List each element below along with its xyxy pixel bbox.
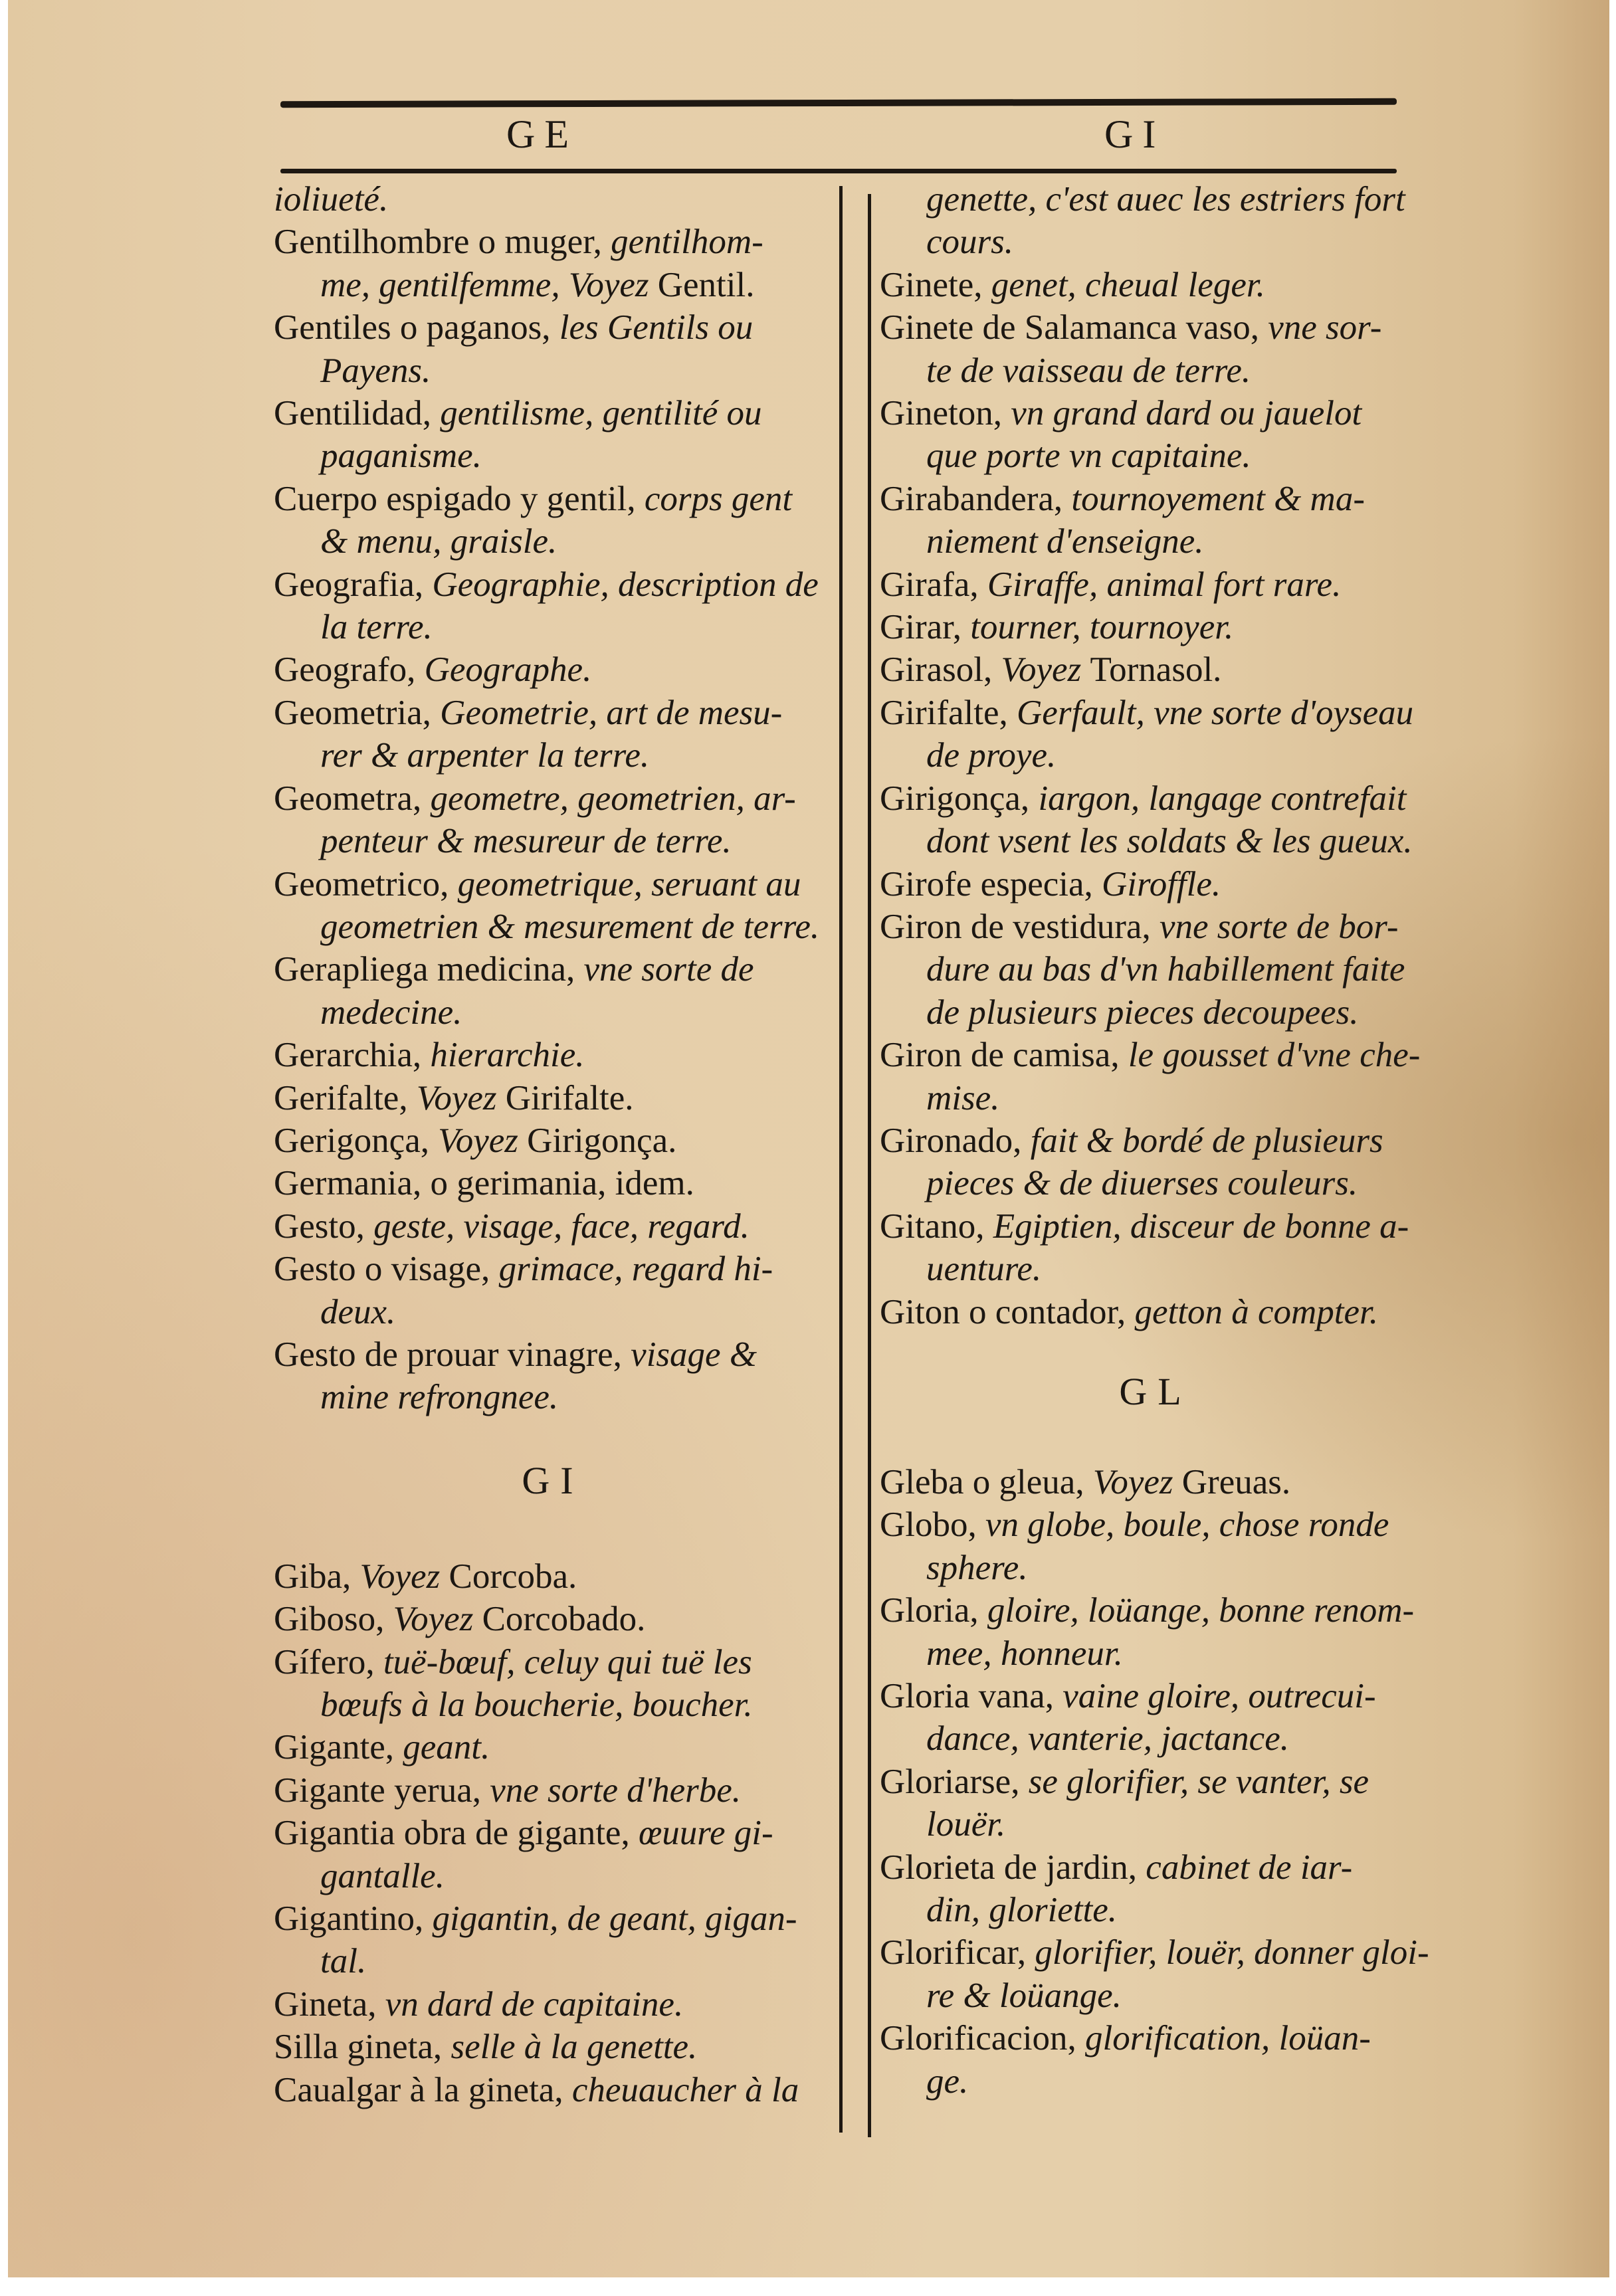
dictionary-entry	[880, 1461, 1431, 1503]
spanish-term: Girigonça.	[527, 1121, 677, 1160]
entry-line	[274, 1333, 832, 1376]
entry-line	[274, 1812, 832, 1854]
spanish-term: Girafa,	[880, 565, 987, 604]
spanish-term: Gentilhombre o muger,	[274, 223, 611, 262]
spanish-term: Gerifalte,	[274, 1078, 417, 1117]
french-gloss: Voyez	[416, 1078, 506, 1117]
entry-line	[880, 863, 1431, 906]
spanish-term: Ginete de Salamanca vaso,	[880, 308, 1268, 347]
french-gloss: vn grand dard ou jauelot	[1011, 394, 1362, 433]
french-gloss: geant.	[403, 1728, 490, 1767]
spanish-term: Gineta,	[274, 1984, 385, 2024]
entry-continuation-line	[274, 520, 832, 563]
french-gloss: les Gentils ou	[559, 308, 754, 347]
spanish-term: Gineton,	[880, 394, 1011, 433]
entry-continuation-line	[880, 1632, 1431, 1675]
dictionary-entry	[274, 1726, 832, 1769]
french-gloss: cours.	[926, 223, 1014, 262]
entry-line	[274, 1983, 832, 2026]
entry-continuation-line	[274, 1855, 832, 1897]
french-gloss: grimace, regard hi-	[498, 1250, 773, 1289]
entry-line	[274, 1769, 832, 1812]
entry-continuation-line	[274, 991, 832, 1034]
french-gloss: cheuaucher à la	[571, 2070, 799, 2109]
french-gloss: se glorifier, se vanter, se	[1028, 1762, 1369, 1801]
spanish-term: Tornasol.	[1090, 650, 1222, 690]
dictionary-entry	[880, 692, 1431, 777]
spanish-term: Glorificar,	[880, 1933, 1035, 1972]
spanish-term: Cuerpo espigado y gentil,	[274, 479, 645, 518]
french-gloss: din, gloriette.	[926, 1891, 1118, 1930]
french-gloss: louër.	[926, 1805, 1006, 1844]
spanish-term: Geografia,	[274, 565, 433, 604]
dictionary-entry	[274, 1162, 832, 1204]
entry-line	[880, 1675, 1431, 1717]
spanish-term: Gironado,	[880, 1121, 1031, 1160]
french-gloss: genette, c'est auec les estriers fort	[926, 180, 1405, 219]
french-gloss: le gousset d'vne che-	[1128, 1036, 1421, 1075]
spanish-term: Geometra,	[274, 779, 431, 818]
french-gloss: glorification, loüan-	[1085, 2019, 1371, 2058]
spanish-term: Girar,	[880, 608, 971, 647]
entry-continuation-line	[880, 349, 1431, 392]
entry-line	[880, 692, 1431, 734]
french-gloss: bœufs à la boucherie, boucher.	[320, 1685, 753, 1724]
spanish-term: Silla gineta,	[274, 2028, 451, 2067]
entry-line	[274, 478, 832, 520]
french-gloss: & menu, graisle.	[320, 522, 557, 561]
dictionary-entry	[880, 1291, 1431, 1333]
french-gloss: vne sorte d'herbe.	[490, 1770, 742, 1810]
entry-continuation-line	[880, 1717, 1431, 1760]
entry-continuation-line	[274, 906, 832, 948]
entry-line	[880, 478, 1431, 520]
french-gloss: gentilhom-	[611, 223, 763, 262]
dictionary-entry	[274, 1812, 832, 1897]
dictionary-entry	[274, 2026, 832, 2068]
entry-line	[880, 1291, 1431, 1333]
entry-continuation-line	[274, 1683, 832, 1726]
entry-line	[274, 948, 832, 991]
french-gloss: tournoyement & ma-	[1071, 479, 1365, 518]
dictionary-entry	[880, 648, 1431, 691]
dictionary-entry	[274, 1641, 832, 1727]
french-gloss: sphere.	[926, 1548, 1028, 1587]
french-gloss: te de vaisseau de terre.	[926, 351, 1251, 390]
entry-continuation-line	[274, 434, 832, 477]
french-gloss: niement d'enseigne.	[926, 522, 1204, 561]
dictionary-entry	[274, 306, 832, 392]
french-gloss: uenture.	[926, 1250, 1042, 1289]
spanish-term: Gerarchia,	[274, 1036, 431, 1075]
french-gloss: vn globe, boule, chose ronde	[985, 1505, 1389, 1545]
entry-line	[274, 648, 832, 691]
entry-line	[274, 1077, 832, 1119]
entry-line	[880, 1205, 1431, 1248]
dictionary-entry	[274, 1119, 832, 1162]
french-gloss: Voyez	[393, 1600, 482, 1639]
entry-line	[274, 2026, 832, 2068]
french-gloss: me, gentilfemme, Voyez	[320, 265, 658, 304]
entry-line	[274, 1119, 832, 1162]
spanish-term: Globo,	[880, 1505, 985, 1545]
dictionary-entry	[274, 1333, 832, 1419]
spanish-term: Gesto de prouar vinagre,	[274, 1335, 631, 1374]
french-gloss: pieces & de diuerses couleurs.	[926, 1164, 1358, 1203]
spanish-term: Girifalte.	[505, 1078, 634, 1117]
french-gloss: de proye.	[926, 736, 1057, 775]
entry-continuation-line	[880, 1077, 1431, 1119]
dictionary-entry	[274, 863, 832, 949]
french-gloss: gantalle.	[320, 1856, 445, 1895]
entry-continuation-line	[274, 264, 832, 306]
spanish-term: Gerapliega medicina,	[274, 950, 584, 989]
french-gloss: Payens.	[320, 351, 431, 390]
entry-line	[274, 1897, 832, 1940]
dictionary-entry	[274, 1555, 832, 1598]
french-gloss: la terre.	[320, 608, 433, 647]
entry-line	[880, 563, 1431, 606]
entry-continuation-line	[880, 734, 1431, 777]
entry-continuation-line	[880, 1547, 1431, 1589]
french-gloss: œuure gi-	[638, 1814, 773, 1853]
french-gloss: getton à compter.	[1134, 1292, 1379, 1331]
entry-line	[274, 1598, 832, 1640]
entry-continuation-line	[880, 1889, 1431, 1931]
french-gloss: medecine.	[320, 993, 462, 1032]
french-gloss: rer & arpenter la terre.	[320, 736, 650, 775]
dictionary-entry	[274, 1983, 832, 2026]
french-gloss: geometrique, seruant au	[457, 864, 801, 904]
entry-continuation-line	[880, 991, 1431, 1034]
dictionary-entry	[274, 221, 832, 306]
french-gloss: de plusieurs pieces decoupees.	[926, 993, 1359, 1032]
spanish-term: Glorieta de jardin,	[880, 1848, 1146, 1887]
entry-line	[880, 306, 1431, 349]
dictionary-entry	[880, 2017, 1431, 2103]
entry-continuation-line	[274, 1376, 832, 1418]
dictionary-entry	[880, 1503, 1431, 1589]
dictionary-entry	[880, 1761, 1431, 1846]
dictionary-entry	[880, 392, 1431, 478]
spanish-term: Girasol,	[880, 650, 1001, 690]
entry-line	[880, 1503, 1431, 1546]
entry-line	[880, 606, 1431, 648]
spanish-term: Gentilidad,	[274, 394, 441, 433]
dictionary-entry	[274, 1077, 832, 1119]
french-gloss: Voyez	[359, 1557, 449, 1596]
spanish-term: Gentil.	[657, 265, 755, 304]
dictionary-entry	[274, 648, 832, 691]
dictionary-entry	[880, 178, 1431, 264]
spanish-term: Giron de vestidura,	[880, 907, 1160, 946]
french-gloss: Voyez	[438, 1121, 528, 1160]
dictionary-entry	[880, 264, 1431, 306]
dictionary-entry	[880, 1589, 1431, 1675]
entry-continuation-line	[274, 1940, 832, 1982]
dictionary-entry	[274, 777, 832, 863]
dictionary-entry	[274, 392, 832, 478]
entry-line	[880, 906, 1431, 948]
entry-continuation-line	[880, 1803, 1431, 1846]
entry-continuation-line	[880, 1162, 1431, 1204]
entry-continuation-line	[274, 734, 832, 777]
spanish-term: Gitano,	[880, 1206, 993, 1246]
spanish-term: Giba,	[274, 1557, 360, 1596]
entry-continuation-line	[880, 1248, 1431, 1290]
french-gloss: penteur & mesureur de terre.	[320, 822, 732, 861]
spanish-term: Gigante,	[274, 1728, 403, 1767]
entry-continuation-line	[274, 349, 832, 392]
entry-line	[880, 178, 1431, 221]
french-gloss: ioliueté.	[274, 180, 389, 219]
spanish-term: Giboso,	[274, 1600, 393, 1639]
french-gloss: cabinet de iar-	[1146, 1848, 1353, 1887]
dictionary-entry	[274, 1598, 832, 1640]
french-gloss: dance, vanterie, jactance.	[926, 1719, 1289, 1759]
entry-continuation-line	[880, 1974, 1431, 2017]
dictionary-entry	[274, 2069, 832, 2111]
running-head-left: GE	[506, 112, 578, 156]
spanish-term: Gloriarse,	[880, 1762, 1029, 1801]
french-gloss: hierarchie.	[430, 1036, 585, 1075]
dictionary-entry	[274, 563, 832, 649]
french-gloss: geste, visage, face, regard.	[373, 1206, 750, 1246]
running-head-right: GI	[1104, 112, 1165, 156]
french-gloss: vaine gloire, outrecui-	[1062, 1677, 1376, 1715]
french-gloss: tuë-bœuf, celuy qui tuë les	[383, 1642, 752, 1681]
french-gloss: vne sor-	[1268, 308, 1382, 347]
dictionary-entry	[274, 1034, 832, 1076]
entry-continuation-line	[880, 2060, 1431, 2103]
dictionary-entry	[880, 1119, 1431, 1205]
dictionary-entry	[274, 948, 832, 1034]
french-gloss: glorifier, louër, donner gloi-	[1035, 1933, 1429, 1972]
spanish-term: Gesto o visage,	[274, 1250, 499, 1289]
dictionary-entry	[880, 1675, 1431, 1761]
entry-line	[880, 1034, 1431, 1076]
entry-line	[880, 1461, 1431, 1503]
entry-line	[880, 1761, 1431, 1803]
spanish-term: Germania, o gerimania, idem.	[274, 1164, 694, 1203]
section-heading: GI	[522, 1458, 584, 1502]
entry-line	[274, 306, 832, 349]
dictionary-entry	[880, 606, 1431, 648]
french-gloss: Geographe.	[424, 650, 592, 690]
entry-line	[274, 1162, 832, 1204]
french-gloss: geometrien & mesurement de terre.	[320, 907, 820, 946]
dictionary-entry	[880, 306, 1431, 392]
spanish-term: Greuas.	[1181, 1462, 1291, 1501]
entry-line	[274, 863, 832, 906]
entry-continuation-line	[274, 820, 832, 862]
entry-line	[880, 777, 1431, 820]
dictionary-entry	[880, 478, 1431, 563]
french-gloss: Geographie, description de	[432, 565, 819, 604]
spanish-term: Gigantia obra de gigante,	[274, 1814, 639, 1853]
entry-continuation-line	[274, 1291, 832, 1333]
french-gloss: vn dard de capitaine.	[385, 1984, 684, 2024]
french-gloss: deux.	[320, 1292, 396, 1331]
dictionary-entry	[274, 1769, 832, 1812]
spanish-term: Caualgar à la gineta,	[274, 2070, 572, 2109]
entry-line	[274, 1248, 832, 1290]
entry-continuation-line	[274, 606, 832, 648]
dictionary-entry	[880, 1205, 1431, 1291]
entry-line	[274, 178, 832, 221]
french-gloss: tourner, tournoyer.	[970, 608, 1234, 647]
french-gloss: vne sorte de	[583, 950, 754, 989]
column-divider-right	[868, 194, 871, 2137]
dictionary-entry	[274, 478, 832, 563]
french-gloss: genet, cheual leger.	[991, 265, 1265, 304]
french-gloss: Egiptien, disceur de bonne a-	[993, 1206, 1409, 1246]
entry-continuation-line	[880, 820, 1431, 862]
spanish-term: Geografo,	[274, 650, 425, 690]
entry-line	[274, 2069, 832, 2111]
french-gloss: selle à la genette.	[451, 2028, 698, 2067]
spanish-term: Gloria vana,	[880, 1677, 1063, 1715]
spanish-term: Corcobado.	[482, 1600, 646, 1639]
spanish-term: Gleba o gleua,	[880, 1462, 1093, 1501]
french-gloss: tal.	[320, 1942, 367, 1981]
dictionary-entry	[274, 178, 832, 221]
dictionary-entry	[274, 1897, 832, 1983]
left-column	[274, 178, 832, 2111]
entry-continuation-line	[880, 948, 1431, 991]
entry-continuation-line	[880, 434, 1431, 477]
entry-line	[880, 1931, 1431, 1974]
french-gloss: que porte vn capitaine.	[926, 436, 1251, 476]
spanish-term: Geometria,	[274, 693, 441, 732]
french-gloss: iargon, langage contrefait	[1038, 779, 1407, 818]
entry-continuation-line	[880, 221, 1431, 263]
spanish-term: Giton o contador,	[880, 1292, 1135, 1331]
french-gloss: gigantin, de geant, gigan-	[432, 1899, 797, 1939]
spanish-term: Girifalte,	[880, 693, 1017, 732]
spanish-term: Girofe especia,	[880, 864, 1102, 904]
entry-line	[274, 1034, 832, 1076]
column-divider-left	[839, 186, 843, 2133]
entry-line	[880, 264, 1431, 306]
french-gloss: vne sorte de bor-	[1159, 907, 1399, 946]
french-gloss: Voyez	[1092, 1462, 1182, 1501]
spanish-term: Gigante yerua,	[274, 1770, 490, 1810]
spanish-term: Gesto,	[274, 1206, 374, 1246]
french-gloss: visage &	[631, 1335, 758, 1374]
section-heading: GL	[1119, 1369, 1192, 1413]
spanish-term: Glorificacion,	[880, 2019, 1086, 2058]
entry-line	[274, 1555, 832, 1598]
spanish-term: Geometrico,	[274, 864, 458, 904]
french-gloss: Gerfault, vne sorte d'oyseau	[1017, 693, 1414, 732]
french-gloss: Giraffe, animal fort rare.	[987, 565, 1342, 604]
spanish-term: Girabandera,	[880, 479, 1072, 518]
spanish-term: Girigonça,	[880, 779, 1039, 818]
spanish-term: Gífero,	[274, 1642, 383, 1681]
french-gloss: gloire, loüange, bonne renom-	[987, 1591, 1415, 1630]
entry-line	[880, 1846, 1431, 1889]
dictionary-entry	[880, 1846, 1431, 1932]
right-column	[880, 178, 1431, 2103]
dictionary-entry	[880, 1931, 1431, 2017]
spanish-term: Ginete,	[880, 265, 991, 304]
dictionary-entry	[274, 1205, 832, 1248]
french-gloss: Giroffle.	[1102, 864, 1221, 904]
dictionary-entry	[274, 1248, 832, 1333]
entry-line	[274, 777, 832, 820]
dictionary-entry	[880, 777, 1431, 863]
entry-line	[880, 2017, 1431, 2059]
french-gloss: ge.	[926, 2061, 969, 2101]
spanish-term: Gerigonça,	[274, 1121, 439, 1160]
entry-line	[880, 1589, 1431, 1632]
dictionary-entry	[880, 863, 1431, 906]
french-gloss: dont vsent les soldats & les gueux.	[926, 822, 1413, 861]
french-gloss: mine refrongnee.	[320, 1378, 559, 1417]
dictionary-entry	[880, 906, 1431, 1034]
entry-line	[274, 1641, 832, 1683]
entry-line	[880, 648, 1431, 691]
french-gloss: dure au bas d'vn habillement faite	[926, 950, 1405, 989]
entry-line	[274, 692, 832, 734]
header-rule-bottom	[280, 169, 1397, 173]
french-gloss: geometre, geometrien, ar-	[430, 779, 796, 818]
french-gloss: mee, honneur.	[926, 1634, 1123, 1673]
header-rule-top	[280, 98, 1397, 108]
french-gloss: gentilisme, gentilité ou	[440, 394, 762, 433]
french-gloss: Geometrie, art de mesu-	[440, 693, 783, 732]
entry-line	[274, 1205, 832, 1248]
entry-line	[274, 1726, 832, 1769]
entry-line	[274, 563, 832, 606]
french-gloss: Voyez	[1001, 650, 1090, 690]
dictionary-entry	[880, 563, 1431, 606]
spanish-term: Corcoba.	[449, 1557, 577, 1596]
entry-line	[274, 221, 832, 263]
spanish-term: Giron de camisa,	[880, 1036, 1128, 1075]
dictionary-entry	[274, 692, 832, 777]
french-gloss: fait & bordé de plusieurs	[1030, 1121, 1383, 1160]
spanish-term: Gloria,	[880, 1591, 987, 1630]
entry-line	[880, 392, 1431, 434]
entry-continuation-line	[880, 520, 1431, 563]
french-gloss: mise.	[926, 1078, 1000, 1117]
entry-line	[274, 392, 832, 434]
spanish-term: Gigantino,	[274, 1899, 433, 1939]
french-gloss: corps gent	[644, 479, 793, 518]
spanish-term: Gentiles o paganos,	[274, 308, 559, 347]
french-gloss: paganisme.	[320, 436, 482, 476]
book-page	[8, 0, 1609, 2277]
entry-line	[880, 1119, 1431, 1162]
french-gloss: re & loüange.	[926, 1976, 1122, 2015]
dictionary-entry	[880, 1034, 1431, 1119]
